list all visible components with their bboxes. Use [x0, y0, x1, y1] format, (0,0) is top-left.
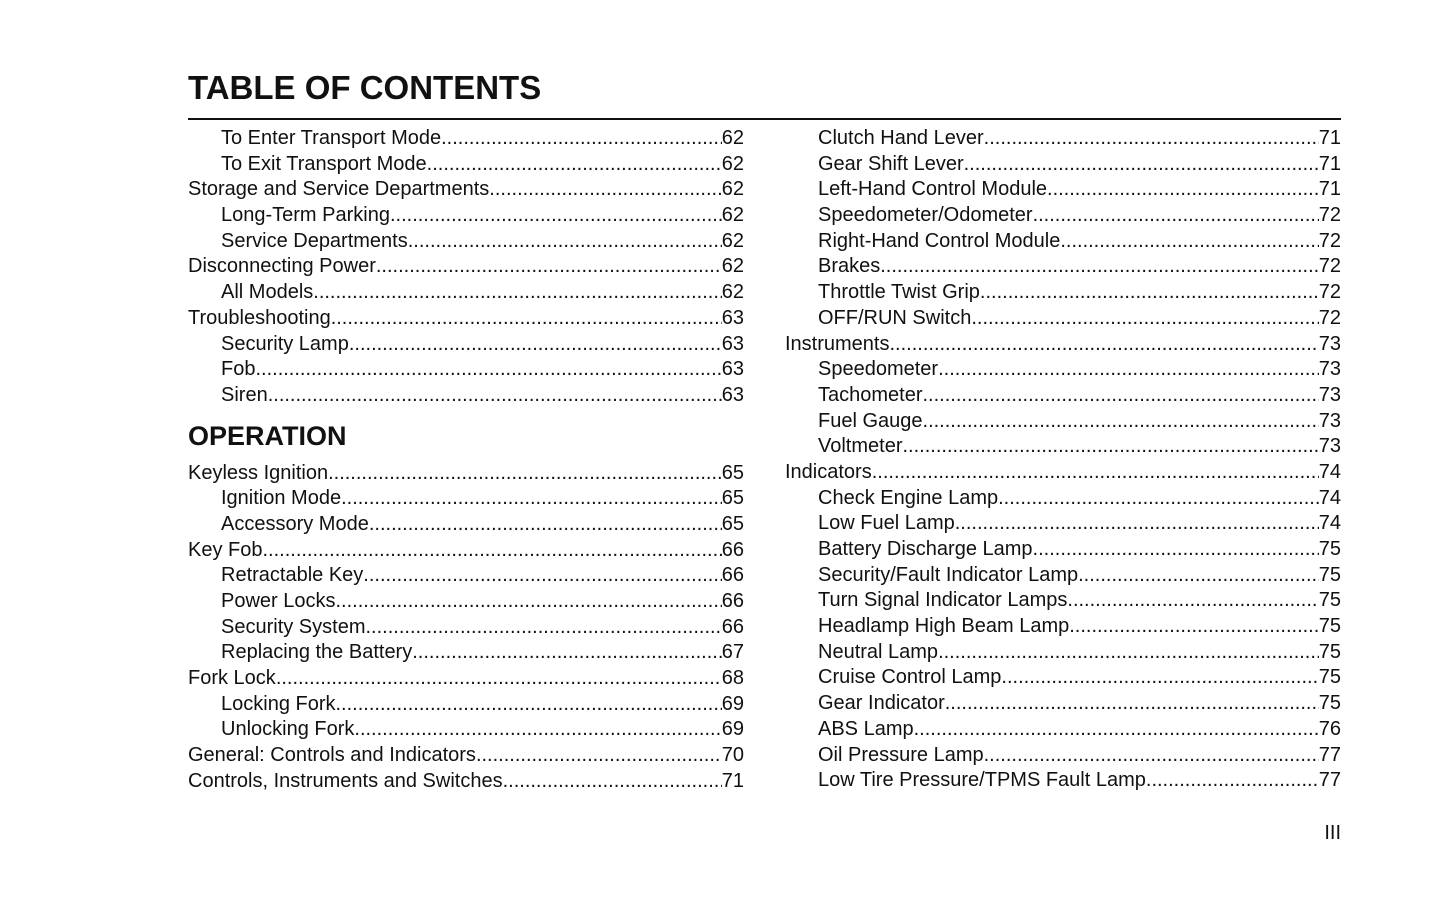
toc-entry-label: Accessory Mode	[221, 512, 369, 535]
dot-leader	[984, 126, 1319, 152]
toc-entry-label: Ignition Mode	[221, 487, 342, 510]
toc-entry-label: Long-Term Parking	[221, 204, 390, 227]
dot-leader	[354, 717, 721, 743]
toc-entry[interactable]	[785, 717, 1341, 743]
toc-entry-label: Disconnecting Power	[188, 255, 376, 278]
dot-leader	[1067, 588, 1318, 614]
toc-entry-page: 72	[1318, 306, 1341, 329]
toc-entry-page: 62	[721, 127, 744, 149]
toc-entry-label: Low Tire Pressure/TPMS Fault Lamp	[818, 769, 1146, 792]
toc-entry-page: 74	[1318, 460, 1341, 483]
dot-leader	[336, 589, 722, 615]
dot-leader	[945, 691, 1319, 717]
toc-entry-page: 69	[721, 692, 744, 715]
toc-entry-label: Cruise Control Lamp	[818, 666, 1002, 689]
toc-entry-page: 62	[721, 255, 744, 278]
toc-entry[interactable]	[188, 461, 744, 487]
dot-leader	[923, 409, 1319, 435]
toc-entry-page: 75	[1318, 563, 1341, 586]
dot-leader	[427, 152, 722, 178]
dot-leader	[984, 743, 1319, 769]
toc-entry-page: 66	[721, 590, 744, 612]
toc-entry-label: Fork Lock	[188, 667, 276, 690]
toc-entry[interactable]	[785, 229, 1341, 255]
toc-entry-page: 66	[721, 538, 744, 561]
toc-entry[interactable]	[785, 409, 1341, 435]
dot-leader	[313, 280, 721, 306]
dot-leader	[955, 511, 1319, 537]
toc-entry-page: 63	[721, 358, 744, 381]
toc-entry[interactable]	[188, 229, 744, 255]
page-number: III	[1324, 822, 1341, 844]
toc-entry-page: 72	[1318, 204, 1341, 227]
toc-entry-page: 77	[1318, 743, 1341, 766]
dot-leader	[1146, 768, 1319, 794]
toc-entry-page: 75	[1318, 538, 1341, 560]
toc-entry-page: 62	[721, 178, 744, 201]
toc-entry-label: Security System	[221, 615, 366, 638]
toc-entry-label: Headlamp High Beam Lamp	[818, 615, 1070, 638]
toc-group-2	[188, 461, 744, 795]
dot-leader	[938, 640, 1319, 666]
dot-leader	[369, 512, 722, 538]
toc-entry-label: Battery Discharge Lamp	[818, 538, 1033, 560]
toc-entry[interactable]	[785, 768, 1341, 794]
toc-entry[interactable]	[188, 640, 744, 666]
dot-leader	[412, 640, 722, 666]
toc-entry[interactable]	[188, 383, 744, 409]
toc-entry-page: 75	[1318, 589, 1341, 612]
toc-entry[interactable]	[188, 615, 744, 641]
toc-entry-label: Tachometer	[818, 383, 923, 406]
toc-entry-label: General: Controls and Indicators	[188, 744, 476, 767]
toc-entry-label: Locking Fork	[221, 692, 336, 715]
toc-entry-label: Replacing the Battery	[221, 641, 413, 664]
toc-entry-label: Gear Shift Lever	[818, 152, 964, 175]
toc-entry[interactable]	[785, 665, 1341, 691]
toc-entry-label: Neutral Lamp	[818, 640, 939, 663]
dot-leader	[923, 383, 1319, 409]
dot-leader	[328, 461, 722, 487]
toc-entry[interactable]	[188, 280, 744, 306]
toc-entry-page: 73	[1318, 409, 1341, 432]
toc-entry-page: 77	[1318, 769, 1341, 792]
dot-leader	[349, 332, 722, 358]
dot-leader	[998, 486, 1319, 512]
toc-entry[interactable]	[188, 692, 744, 718]
toc-entry-label: ABS Lamp	[818, 717, 914, 740]
toc-entry-label: Power Locks	[221, 590, 336, 612]
toc-entry-label: Low Fuel Lamp	[818, 512, 955, 535]
dot-leader	[1047, 177, 1319, 203]
toc-entry[interactable]	[188, 306, 744, 332]
toc-entry-label: Retractable Key	[221, 564, 364, 587]
toc-entry[interactable]	[188, 717, 744, 743]
toc-entry-page: 67	[721, 641, 744, 664]
toc-entry-page: 72	[1318, 229, 1341, 252]
toc-entry-label: Speedometer/Odometer	[818, 204, 1033, 227]
toc-entry-label: Security/Fault Indicator Lamp	[818, 563, 1079, 586]
dot-leader	[255, 357, 721, 383]
dot-leader	[1060, 229, 1318, 255]
toc-entry-label: Gear Indicator	[818, 692, 945, 715]
toc-entry-label: Fuel Gauge	[818, 409, 923, 432]
dot-leader	[376, 254, 722, 280]
dot-leader	[408, 229, 722, 255]
toc-entry-page: 62	[721, 204, 744, 227]
toc-entry-label: Right-Hand Control Module	[818, 229, 1061, 252]
dot-leader	[914, 717, 1319, 743]
toc-entry-page: 72	[1318, 255, 1341, 278]
toc-entry[interactable]	[785, 614, 1341, 640]
toc-entry-page: 69	[721, 718, 744, 741]
toc-entry-label: Troubleshooting	[188, 306, 331, 329]
toc-entry-page: 62	[721, 152, 744, 175]
toc-entry-label: Indicators	[785, 460, 872, 483]
dot-leader	[1078, 563, 1319, 589]
dot-leader	[268, 383, 722, 409]
section-heading-operation: OPERATION	[188, 420, 347, 451]
toc-entry-label: OFF/RUN Switch	[818, 306, 972, 329]
toc-entry[interactable]	[188, 357, 744, 383]
toc-entry-label: Oil Pressure Lamp	[818, 743, 984, 766]
toc-entry-label: Check Engine Lamp	[818, 486, 999, 509]
toc-entry[interactable]	[188, 254, 744, 280]
dot-leader	[489, 177, 721, 203]
toc-entry[interactable]	[188, 769, 744, 795]
toc-entry[interactable]	[785, 254, 1341, 280]
toc-entry-page: 66	[721, 564, 744, 587]
dot-leader	[971, 306, 1318, 332]
toc-entry[interactable]	[785, 177, 1341, 203]
toc-group-1	[188, 126, 744, 409]
toc-entry-label: Left-Hand Control Module	[818, 178, 1048, 201]
toc-entry[interactable]	[785, 203, 1341, 229]
toc-entry-page: 62	[721, 229, 744, 252]
dot-leader	[964, 152, 1319, 178]
toc-entry-page: 75	[1318, 692, 1341, 715]
toc-entry-label: To Enter Transport Mode	[221, 127, 442, 149]
toc-entry-page: 63	[721, 332, 744, 355]
toc-entry-label: Storage and Service Departments	[188, 178, 490, 201]
dot-leader	[980, 280, 1319, 306]
toc-entry-page: 76	[1318, 717, 1341, 740]
toc-entry[interactable]	[188, 512, 744, 538]
toc-entry[interactable]	[785, 537, 1341, 563]
toc-entry-page: 73	[1318, 383, 1341, 406]
toc-entry-page: 65	[721, 461, 744, 484]
toc-entry-label: Security Lamp	[221, 332, 349, 355]
toc-entry-page: 73	[1318, 435, 1341, 458]
toc-entry[interactable]	[785, 357, 1341, 383]
dot-leader	[872, 460, 1319, 486]
toc-entry-page: 71	[1318, 127, 1341, 149]
toc-right-column	[785, 126, 1341, 794]
dot-leader	[331, 306, 722, 332]
toc-entry-page: 71	[1318, 178, 1341, 201]
toc-entry[interactable]	[785, 332, 1341, 358]
toc-entry-page: 65	[721, 487, 744, 510]
dot-leader	[1033, 537, 1319, 563]
toc-entry-label: Speedometer	[818, 358, 939, 381]
toc-entry[interactable]	[785, 152, 1341, 178]
toc-entry-page: 75	[1318, 640, 1341, 663]
toc-entry-page: 73	[1318, 332, 1341, 355]
toc-entry[interactable]	[785, 511, 1341, 537]
page-title: TABLE OF CONTENTS	[188, 69, 542, 106]
toc-entry[interactable]	[188, 486, 744, 512]
toc-entry-page: 71	[721, 769, 744, 792]
dot-leader	[880, 254, 1319, 280]
dot-leader	[1069, 614, 1319, 640]
dot-leader	[938, 357, 1319, 383]
toc-entry-page: 66	[721, 615, 744, 638]
dot-leader	[1033, 203, 1319, 229]
toc-entry[interactable]	[785, 486, 1341, 512]
toc-entry-page: 75	[1318, 615, 1341, 638]
toc-entry[interactable]	[188, 203, 744, 229]
toc-entry[interactable]	[785, 563, 1341, 589]
dot-leader	[341, 486, 722, 512]
toc-entry[interactable]	[188, 743, 744, 769]
dot-leader	[276, 666, 722, 692]
toc-entry-page: 63	[721, 383, 744, 406]
toc-entry-page: 63	[721, 306, 744, 329]
toc-entry[interactable]	[785, 588, 1341, 614]
toc-entry-page: 68	[721, 667, 744, 690]
toc-entry[interactable]	[188, 126, 744, 152]
dot-leader	[889, 332, 1318, 358]
toc-entry[interactable]	[785, 383, 1341, 409]
toc-entry-page: 62	[721, 281, 744, 304]
toc-entry-label: Fob	[221, 358, 256, 381]
dot-leader	[390, 203, 722, 229]
toc-entry-label: Unlocking Fork	[221, 718, 355, 741]
toc-entry-page: 72	[1318, 281, 1341, 304]
toc-entry[interactable]	[785, 280, 1341, 306]
toc-entry-label: To Exit Transport Mode	[221, 152, 427, 175]
toc-entry-label: Siren	[221, 383, 268, 406]
toc-entry[interactable]	[188, 152, 744, 178]
toc-entry[interactable]	[188, 177, 744, 203]
toc-entry-label: Service Departments	[221, 229, 408, 252]
toc-entry-page: 70	[721, 744, 744, 767]
toc-entry-page: 75	[1318, 666, 1341, 689]
toc-entry-label: Clutch Hand Lever	[818, 127, 984, 149]
toc-entry-label: Keyless Ignition	[188, 461, 329, 484]
toc-entry[interactable]	[188, 538, 744, 564]
toc-entry[interactable]	[785, 460, 1341, 486]
toc-entry[interactable]	[188, 563, 744, 589]
dot-leader	[1001, 665, 1318, 691]
toc-entry[interactable]	[188, 332, 744, 358]
toc-entry[interactable]	[785, 743, 1341, 769]
toc-entry-page: 73	[1318, 358, 1341, 381]
title-rule	[188, 118, 1341, 120]
toc-entry[interactable]	[785, 434, 1341, 460]
toc-entry-label: Turn Signal Indicator Lamps	[818, 589, 1068, 612]
toc-entry-page: 74	[1318, 486, 1341, 509]
toc-entry-label: Throttle Twist Grip	[818, 281, 980, 304]
toc-entry[interactable]	[188, 666, 744, 692]
toc-left-column	[188, 126, 744, 795]
dot-leader	[441, 126, 722, 152]
toc-entry-page: 65	[721, 512, 744, 535]
toc-entry[interactable]	[785, 640, 1341, 666]
toc-entry-page: 74	[1318, 512, 1341, 535]
toc-entry-label: Controls, Instruments and Switches	[188, 769, 503, 792]
toc-entry[interactable]	[785, 126, 1341, 152]
toc-entry-page: 71	[1318, 152, 1341, 175]
toc-entry-label: Voltmeter	[818, 435, 903, 458]
toc-entry-label: All Models	[221, 281, 314, 304]
dot-leader	[363, 563, 721, 589]
dot-leader	[476, 743, 722, 769]
toc-entry[interactable]	[785, 691, 1341, 717]
dot-leader	[336, 692, 722, 718]
dot-leader	[365, 615, 721, 641]
toc-entry[interactable]	[785, 306, 1341, 332]
toc-entry-label: Instruments	[785, 332, 890, 355]
dot-leader	[902, 434, 1318, 460]
dot-leader	[503, 769, 722, 795]
toc-entry[interactable]	[188, 589, 744, 615]
toc-entry-label: Key Fob	[188, 538, 263, 561]
toc-entry-label: Brakes	[818, 255, 881, 278]
dot-leader	[262, 538, 721, 564]
